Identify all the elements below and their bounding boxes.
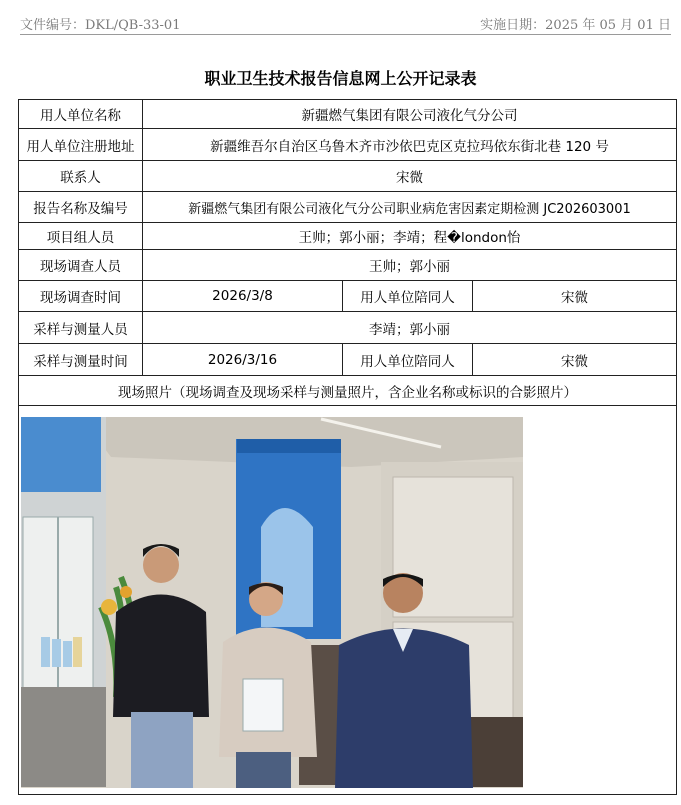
row-project-team [19,223,677,250]
label-report-name: 报告名称及编号 [19,192,143,223]
value-survey-companion: 宋微 [473,281,677,312]
label-contact: 联系人 [19,161,143,192]
value-contact: 宋微 [143,161,677,192]
row-contact [19,161,677,192]
implementation-date: 实施日期：2025 年 05 月 01 日 [480,18,671,33]
label-sampling-staff: 采样与测量人员 [19,312,143,344]
value-survey-time: 2026/3/8 [143,281,343,312]
row-survey-time [19,281,677,312]
label-sampling-companion: 用人单位陪同人 [343,344,473,376]
label-sampling-time: 采样与测量时间 [19,344,143,376]
label-employer-name: 用人单位名称 [19,100,143,129]
value-employer-name: 新疆燃气集团有限公司液化气分公司 [143,100,677,129]
row-employer-name [19,100,677,129]
label-survey-companion: 用人单位陪同人 [343,281,473,312]
value-report-name: 新疆燃气集团有限公司液化气分公司职业病危害因素定期检测 JC202603001 [143,192,677,223]
document-header [20,6,671,35]
site-group-photo [21,417,523,788]
label-photos: 现场照片（现场调查及现场采样与测量照片，含企业名称或标识的合影照片） [19,376,677,406]
row-report-name [19,192,677,223]
label-registered-address: 用人单位注册地址 [19,129,143,161]
label-project-team: 项目组人员 [19,223,143,250]
row-sampling-staff [19,312,677,344]
row-sampling-time [19,344,677,376]
row-registered-address [19,129,677,161]
value-sampling-time: 2026/3/16 [143,344,343,376]
value-registered-address: 新疆维吾尔自治区乌鲁木齐市沙依巴克区克拉玛依东街北巷 120 号 [143,129,677,161]
value-survey-staff: 王帅；郭小丽 [143,250,677,281]
document-number: 文件编号：DKL/QB-33-01 [20,18,181,33]
label-survey-time: 现场调查时间 [19,281,143,312]
record-table [18,99,677,795]
row-survey-staff [19,250,677,281]
photo-cell [19,406,677,795]
value-sampling-staff: 李靖；郭小丽 [143,312,677,344]
site-group-photo-image [21,417,523,788]
row-photo [19,406,677,795]
row-photos-label [19,376,677,406]
page-title: 职业卫生技术报告信息网上公开记录表 [204,69,477,88]
value-sampling-companion: 宋微 [473,344,677,376]
label-survey-staff: 现场调查人员 [19,250,143,281]
value-project-team: 王帅；郭小丽；李靖；程�london怡 [143,223,677,250]
